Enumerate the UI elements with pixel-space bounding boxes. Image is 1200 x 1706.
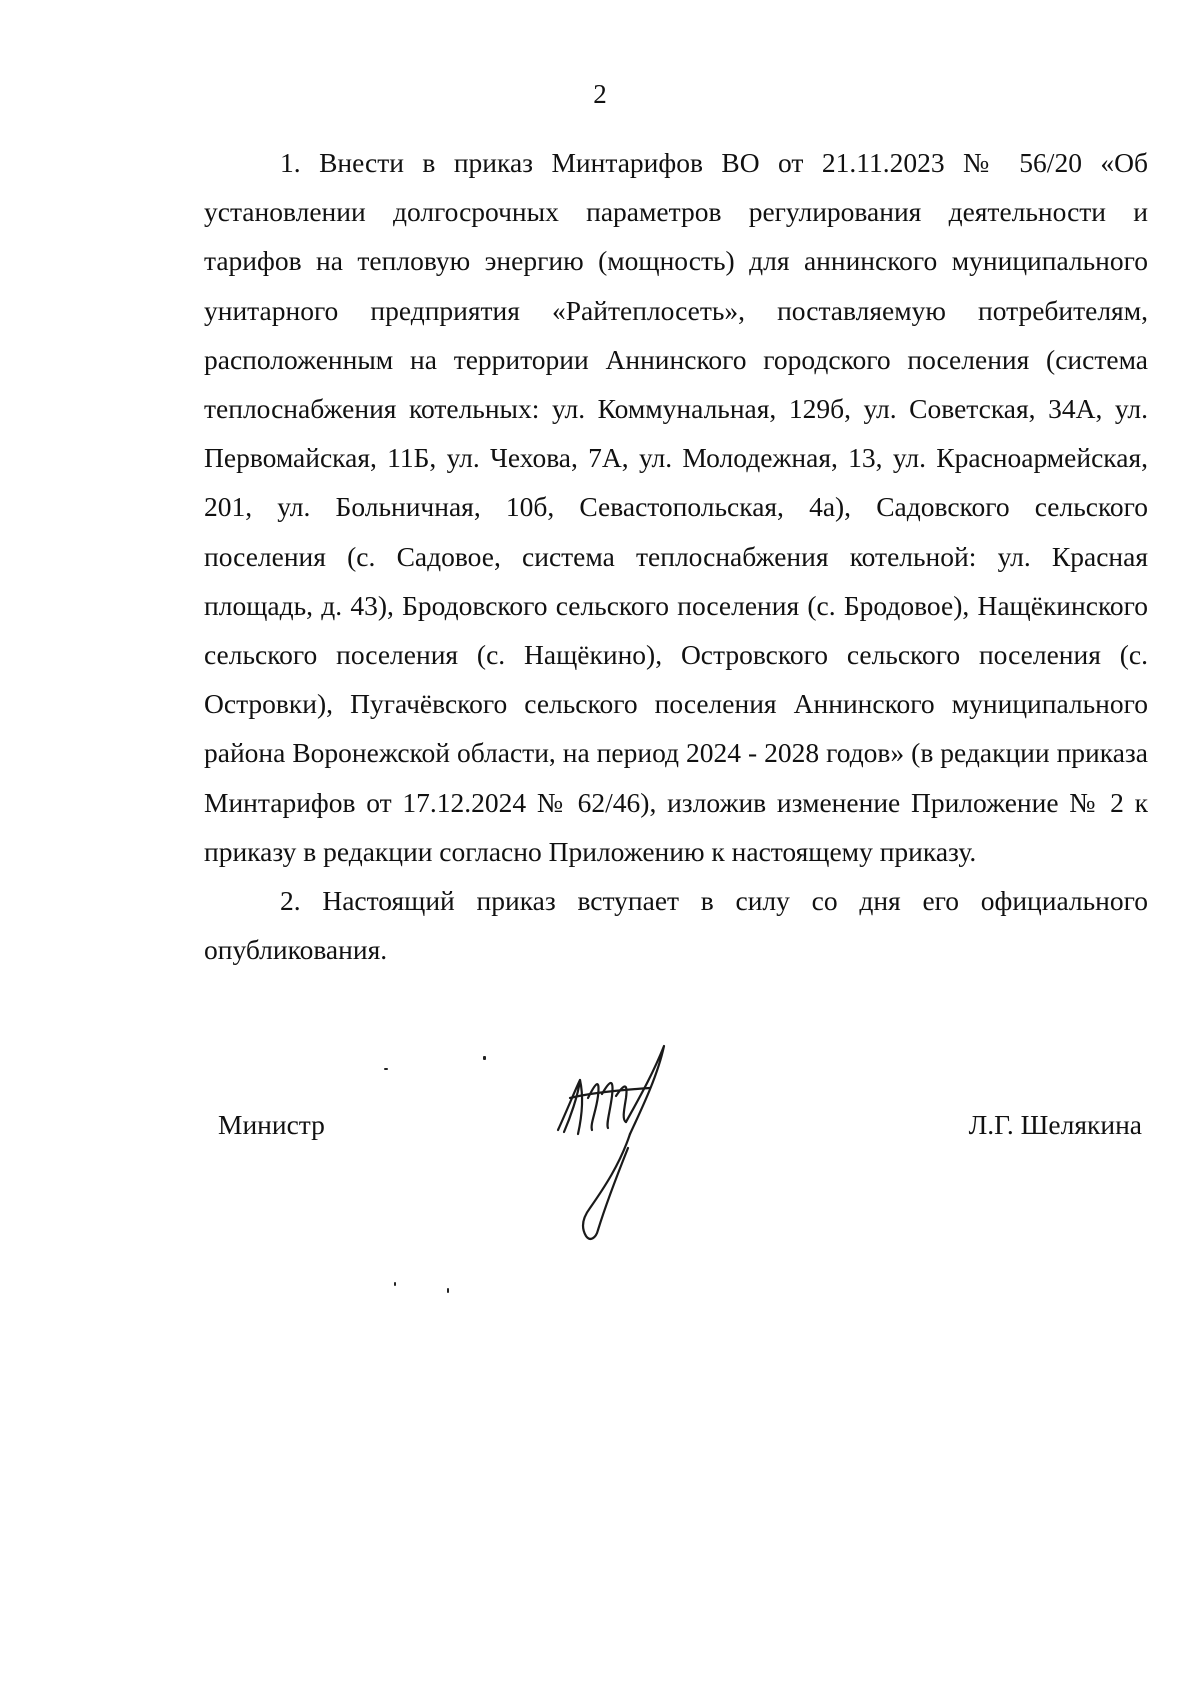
signatory-name: Л.Г. Шелякина [968,1109,1142,1140]
paragraph-1: 1. Внести в приказ Минтарифов ВО от 21.11.2023 № 56/20 «Об установлении долгосрочных параметров регулирования деятельности и тарифов на тепловую энергию (мощность) для аннинского муниципального унитарного предприятия «Райтеплосеть», поставляемую потребителям, расположенным на территории Аннинского городского поселения (система теплоснабжения котельных: ул. Коммунальная, 129б, ул. Советская, 34А, ул. Первомайская, 11Б, ул. Чехова, 7А, ул. Молодежная, 13, ул. Красноармейская, 201, ул. Больничная, 10б, Севастопольская, 4а), Садовского сельского поселения (с. Садовое, система теплоснабжения котельной: ул. Красная площадь, д. 43), Бродовского сельского поселения (с. Бродовое), Нащёкинского сельского поселения (с. Нащёкино), Островского сельского поселения (с. Островки), Пугачёвского сельского поселения Аннинского муниципального района Воронежской области, на период 2024 - 2028 годов» (в редакции приказа Минтарифов от 17.12.2024 № 62/46), изложив изменение Приложение № 2 к приказу в редакции согласно Приложению к настоящему приказу. [204,147,1148,867]
paragraph-2: 2. Настоящий приказ вступает в силу со дня его официального опубликования. [204,885,1148,966]
scan-speck [394,1282,396,1286]
scan-speck [447,1288,449,1293]
order-body [204,138,1148,974]
scan-speck [384,1068,388,1070]
signatory-title: Министр [218,1109,325,1140]
handwritten-signature [540,1038,720,1258]
scan-speck [483,1056,486,1060]
page-number: 2 [593,79,607,109]
